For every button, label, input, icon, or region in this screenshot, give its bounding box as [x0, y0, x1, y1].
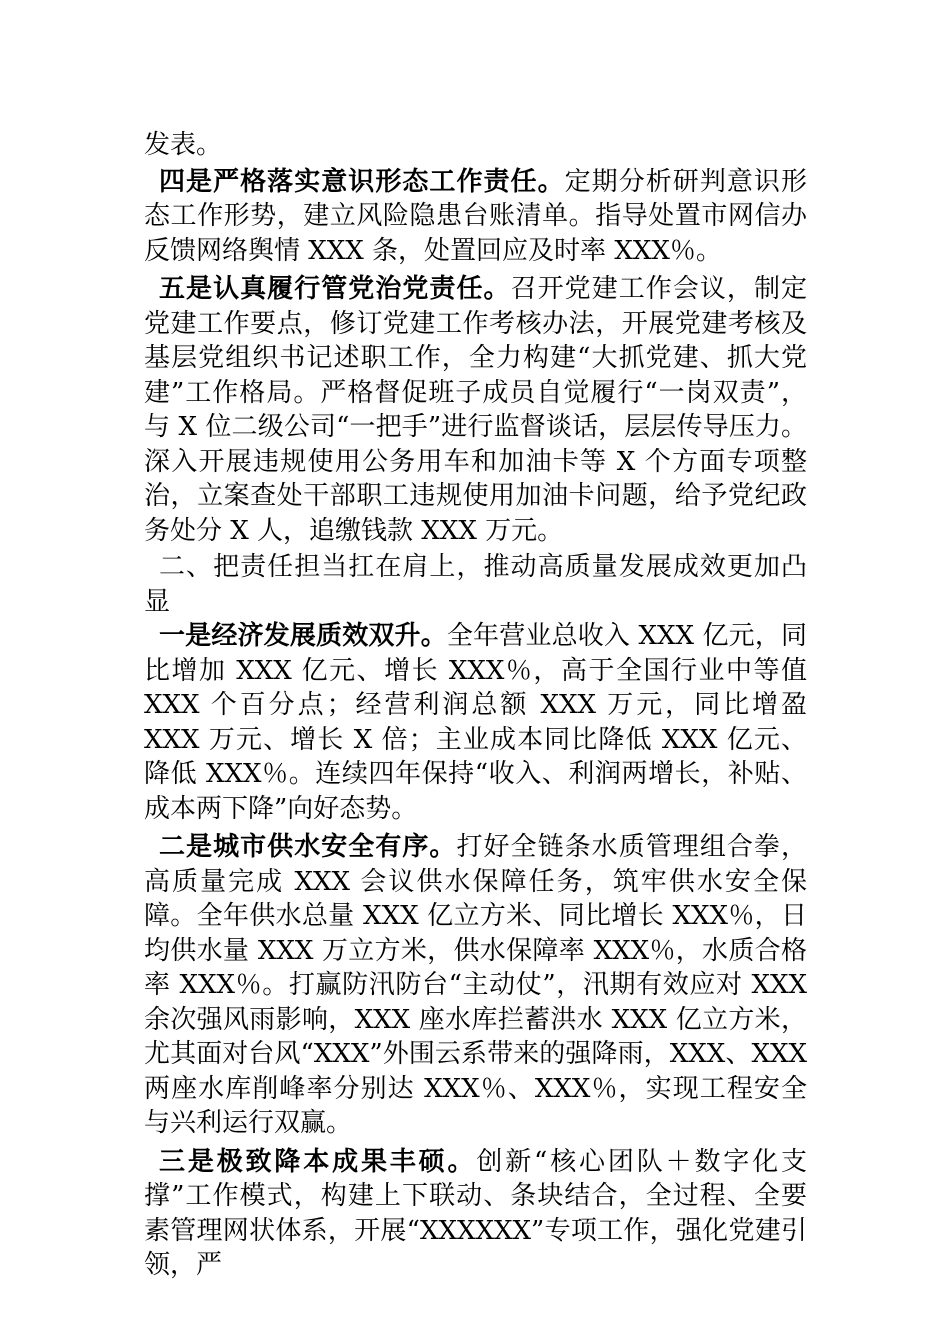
paragraph-text: 全年营业总收入 XXX 亿元，同比增加 XXX 亿元、增长 XXX％，高于全国行业中等值 XXX 个百分点；经营利润总额 XXX 万元，同比增盈 XXX 万元、增长 X 倍；主业成本同比降低 XXX 亿元、降低 XXX％。连续四年保持“收入、利润两增长，补贴、成本两下降”向好态势。 [144, 621, 807, 824]
paragraph-continuation [144, 128, 807, 163]
paragraph-ideology-responsibility [144, 165, 807, 269]
paragraph-party-governance [144, 272, 807, 548]
paragraph-text: 召开党建工作会议，制定党建工作要点，修订党建工作考核办法，开展党建考核及基层党组织书记述职工作，全力构建“大抓党建、抓大党建”工作格局。严格督促班子成员自觉履行“一岗双责”，与 X 位二级公司“一把手”进行监督谈话，层层传导压力。深入开展违规使用公务用车和加油卡等 X 个方面专项整治，立案查处干部职工违规使用加油卡问题，给予党纪政务处分 X 人，追缴钱款 XXX 万元。 [144, 274, 807, 546]
paragraph-text: 定期分析研判意识形态工作形势，建立风险隐患台账清单。指导处置市网信办反馈网络舆情 XXX 条，处置回应及时率 XXX％。 [144, 166, 807, 266]
paragraph-text: 发表。 [144, 130, 223, 160]
paragraph-lead: 三是极致降本成果丰硕。 [159, 1146, 477, 1177]
section-heading [144, 550, 807, 619]
document-page [144, 128, 807, 1283]
paragraph-cost-reduction [144, 1145, 807, 1283]
paragraph-lead: 二是城市供水安全有序。 [159, 832, 457, 862]
paragraph-lead: 五是认真履行管党治党责任。 [159, 274, 511, 304]
paragraph-lead: 一是经济发展质效双升。 [159, 621, 447, 651]
paragraph-lead: 四是严格落实意识形态工作责任。 [159, 166, 565, 197]
section-heading-text: 二、把责任担当扛在肩上，推动高质量发展成效更加凸显 [144, 552, 807, 617]
paragraph-economic-development [144, 619, 807, 826]
paragraph-water-supply [144, 830, 807, 1141]
paragraph-text: 打好全链条水质管理组合拳，高质量完成 XXX 会议供水保障任务，筑牢供水安全保障。全年供水总量 XXX 亿立方米、同比增长 XXX％，日均供水量 XXX 万立方米，供水保障率 XXX％，水质合格率 XXX％。打赢防汛防台“主动仗”，汛期有效应对 XXX 余次强风雨影响，XXX 座水库拦蓄洪水 XXX 亿立方米，尤其面对台风“XXX”外围云系带来的强降雨，XXX、XXX 两座水库削峰率分别达 XXX％、XXX％，实现工程安全与兴利运行双赢。 [144, 832, 807, 1138]
paragraph-text: 创新“核心团队＋数字化支撑”工作模式，构建上下联动、条块结合，全过程、全要素管理网状体系，开展“XXXXXX”专项工作，强化党建引领，严 [144, 1146, 807, 1280]
